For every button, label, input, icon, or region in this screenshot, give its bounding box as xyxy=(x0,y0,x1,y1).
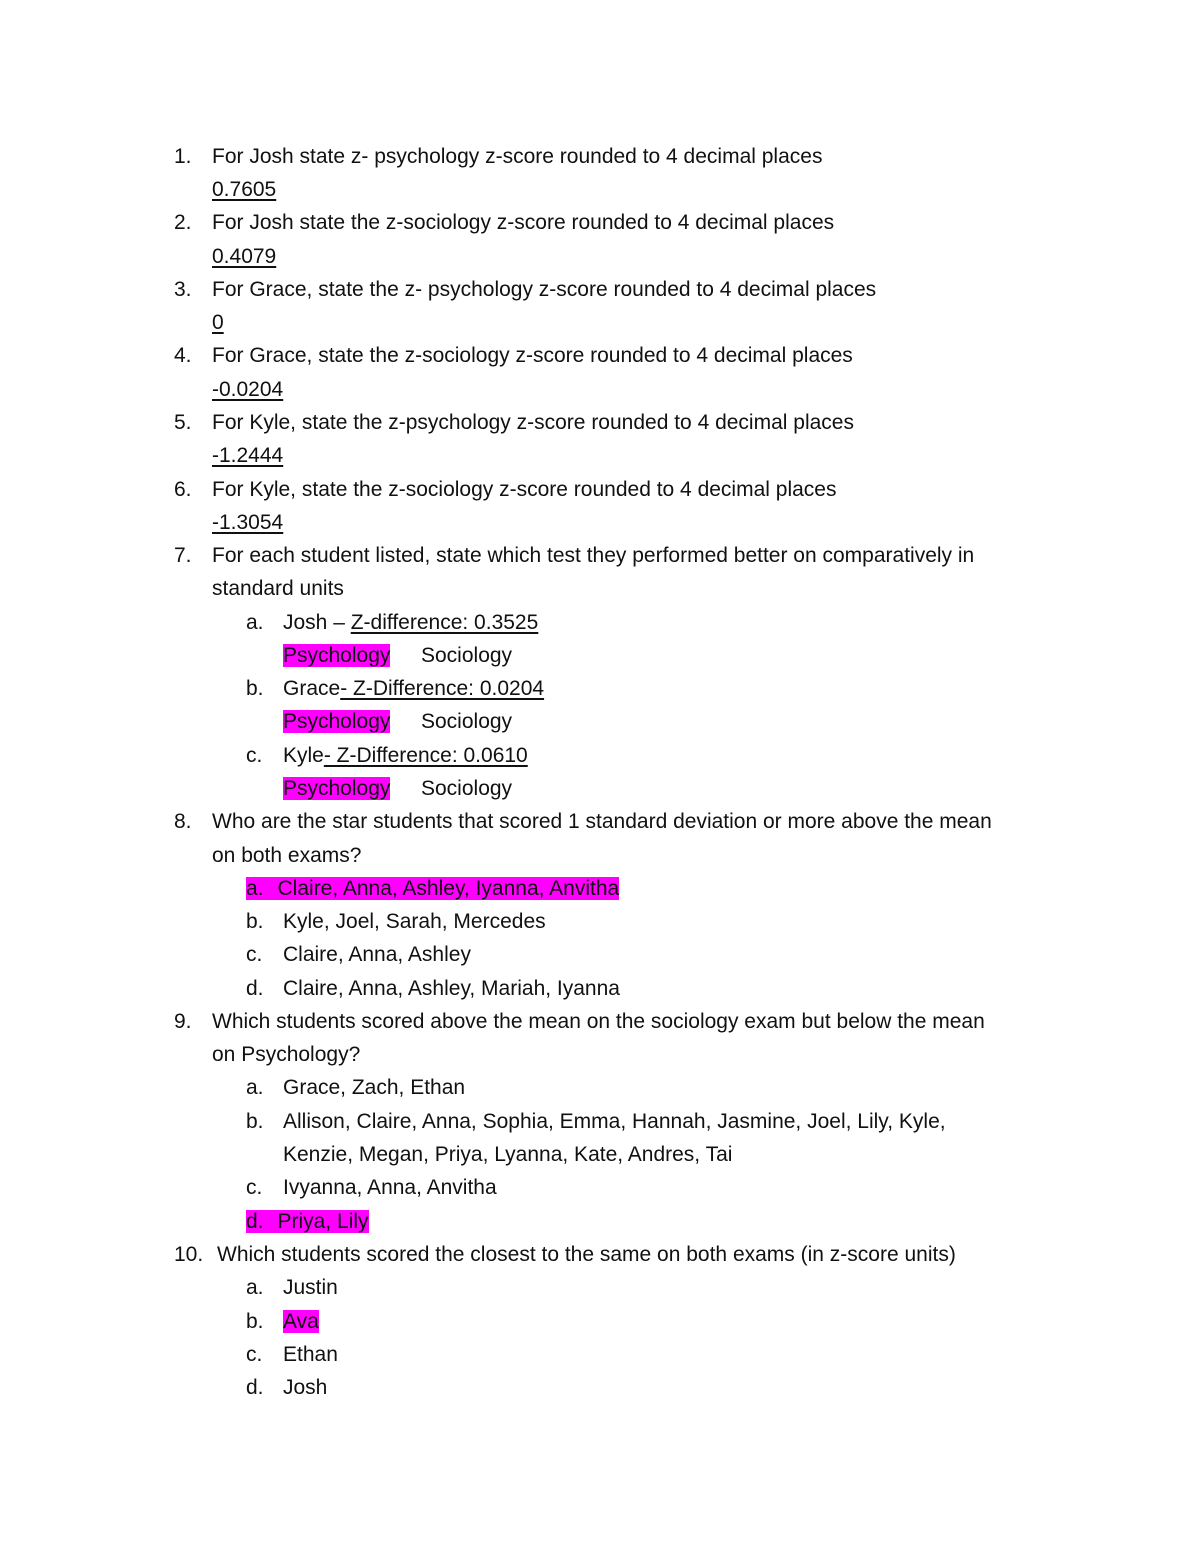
option-text: Kyle, Joel, Sarah, Mercedes xyxy=(283,910,546,933)
choice-row xyxy=(283,641,390,671)
student-name: Josh – xyxy=(283,611,351,634)
question-number: 7. xyxy=(174,544,192,567)
option-7a xyxy=(0,608,1200,638)
student-name: Grace xyxy=(283,677,341,700)
option-letter: c. xyxy=(246,744,263,767)
option-letter: d. xyxy=(246,1376,264,1399)
z-difference: - Z-Difference: 0.0610 xyxy=(323,744,528,767)
option-text-continued: Kenzie, Megan, Priya, Lyanna, Kate, Andres, Tai xyxy=(283,1143,733,1166)
option-letter: b. xyxy=(246,910,264,933)
option-text: Ethan xyxy=(283,1343,338,1366)
option-letter: d. xyxy=(246,1210,264,1233)
choice-row xyxy=(283,774,390,804)
option-text: Grace, Zach, Ethan xyxy=(283,1076,466,1099)
choice-psychology-selected: Psychology xyxy=(283,644,391,667)
answer-value: -1.3054 xyxy=(212,511,284,534)
choice-sociology: Sociology xyxy=(421,777,513,800)
question-number: 6. xyxy=(174,478,192,501)
question-text: For Kyle, state the z-psychology z-score rounded to 4 decimal places xyxy=(212,411,854,434)
question-number: 4. xyxy=(174,344,192,367)
question-text: Which students scored the closest to the same on both exams (in z-score units) xyxy=(217,1243,956,1266)
question-number: 3. xyxy=(174,278,192,301)
question-number: 10. xyxy=(174,1243,204,1266)
question-text: Which students scored above the mean on the sociology exam but below the mean xyxy=(212,1010,985,1033)
option-text xyxy=(283,674,544,704)
question-number: 2. xyxy=(174,211,192,234)
option-text-selected: Ava xyxy=(283,1310,319,1333)
question-text-continued: on both exams? xyxy=(212,844,362,867)
option-letter: d. xyxy=(246,977,264,1000)
choice-sociology: Sociology xyxy=(421,644,513,667)
option-text: Claire, Anna, Ashley xyxy=(283,943,471,966)
option-letter: a. xyxy=(246,1076,264,1099)
question-text-continued: on Psychology? xyxy=(212,1043,361,1066)
z-difference: Z-difference: 0.3525 xyxy=(350,611,539,634)
option-text: Claire, Anna, Ashley, Iyanna, Anvitha xyxy=(277,877,620,900)
option-letter: b. xyxy=(246,1110,264,1133)
question-text-continued: standard units xyxy=(212,577,344,600)
question-text: For Grace, state the z- psychology z-score rounded to 4 decimal places xyxy=(212,278,877,301)
option-9d-selected xyxy=(246,1207,369,1237)
answer-value: 0.4079 xyxy=(212,245,277,268)
question-text: For each student listed, state which test they performed better on comparatively in xyxy=(212,544,975,567)
option-letter: b. xyxy=(246,1310,264,1333)
option-text: Justin xyxy=(283,1276,338,1299)
option-7c xyxy=(0,741,1200,771)
choice-sociology: Sociology xyxy=(421,710,513,733)
question-text: For Kyle, state the z-sociology z-score rounded to 4 decimal places xyxy=(212,478,837,501)
question-number: 8. xyxy=(174,810,192,833)
question-text: For Josh state z- psychology z-score rounded to 4 decimal places xyxy=(212,145,823,168)
option-8a-selected xyxy=(246,874,619,904)
option-letter: c. xyxy=(246,1176,263,1199)
answer-value: -0.0204 xyxy=(212,378,284,401)
student-name: Kyle xyxy=(283,744,324,767)
option-letter: a. xyxy=(246,1276,264,1299)
question-number: 5. xyxy=(174,411,192,434)
question-text: Who are the star students that scored 1 standard deviation or more above the mean xyxy=(212,810,992,833)
option-letter: c. xyxy=(246,943,263,966)
option-letter: a. xyxy=(246,877,264,900)
option-7b xyxy=(0,674,1200,704)
question-number: 9. xyxy=(174,1010,192,1033)
answer-value: 0.7605 xyxy=(212,178,277,201)
question-text: For Josh state the z-sociology z-score rounded to 4 decimal places xyxy=(212,211,835,234)
option-text: Ivyanna, Anna, Anvitha xyxy=(283,1176,497,1199)
option-text: Priya, Lily xyxy=(277,1210,369,1233)
answer-value: -1.2444 xyxy=(212,444,284,467)
choice-row xyxy=(283,707,390,737)
option-letter: b. xyxy=(246,677,264,700)
option-text: Allison, Claire, Anna, Sophia, Emma, Hannah, Jasmine, Joel, Lily, Kyle, xyxy=(283,1110,946,1133)
question-number: 1. xyxy=(174,145,192,168)
z-difference: - Z-Difference: 0.0204 xyxy=(340,677,545,700)
option-text: Josh xyxy=(283,1376,328,1399)
choice-psychology-selected: Psychology xyxy=(283,777,391,800)
option-letter: a. xyxy=(246,611,264,634)
option-text: Claire, Anna, Ashley, Mariah, Iyanna xyxy=(283,977,620,1000)
question-text: For Grace, state the z-sociology z-score rounded to 4 decimal places xyxy=(212,344,853,367)
option-text xyxy=(283,741,528,771)
answer-value: 0 xyxy=(212,311,224,334)
choice-psychology-selected: Psychology xyxy=(283,710,391,733)
option-text xyxy=(283,608,538,638)
option-letter: c. xyxy=(246,1343,263,1366)
